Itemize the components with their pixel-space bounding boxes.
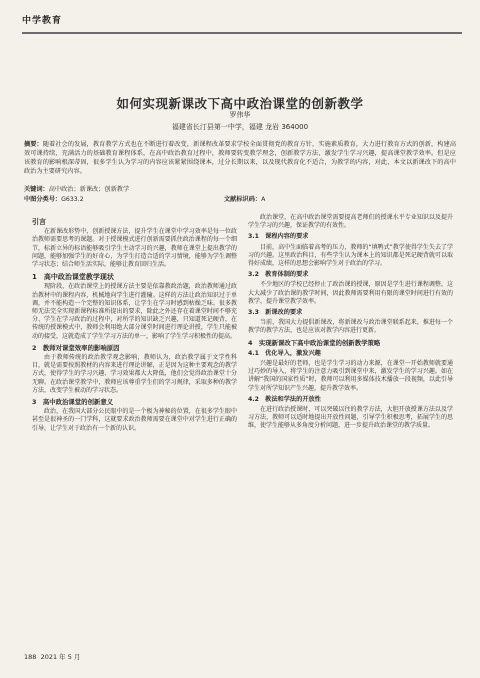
section-1-heading: 1 高中政治课堂教学现状	[32, 273, 114, 282]
section-3-1-paragraph: 目前，高中生面临着高考的压力，教师的“填鸭式”教学使得学生失去了学习的兴趣。这里政治科目，有些学生认为课本上的知识都是死记硬背就可以取得好成绩，这样的思想会影响学生对于政治的学习。	[248, 243, 453, 268]
abstract	[24, 140, 456, 176]
classification-label: 中图分类号：	[24, 196, 62, 203]
classification-line	[24, 194, 266, 203]
article-title: 如何实现新课改下高中政治课堂的创新教学	[116, 96, 364, 111]
author-affiliation: 福建省长汀县第一中学，福建 龙岩 364000	[171, 123, 309, 131]
page-footer	[24, 652, 80, 661]
keywords-text: 高中政治；新课改；创新教学	[48, 186, 130, 193]
article-author: 罗伟华	[229, 111, 251, 119]
right-column	[248, 214, 453, 433]
section-1-paragraph: 现阶段，在政治课堂上的授课方法主要是依靠教政治题，政治教师通过政治教材中的课程内容，机械地向学生进行灌输。这样的方法让政治知识过于单调，并不能构造一个完整的知识体系，让学生在学习时感到枯燥乏味。很多教师无法完全实现新课程标准所提出的要求，除此之外还存在着课堂时间不够充分、学生在学习政治的过程中，对所学的知识缺乏兴趣，只知道死记硬背，在传统的授课模式中，教师会利用绝大部分课堂时间进行理论讲授，学生只能被动的接受，这就造成了学生学习方法的单一，影响了学生学习积极性的提高。	[32, 283, 237, 340]
keywords-label: 关键词：	[24, 186, 49, 193]
doc-code-value: A	[261, 196, 266, 203]
classification-value: G633.2	[61, 196, 84, 203]
keywords	[24, 184, 129, 193]
section-4-1-heading: 4.1 优化导入，激发兴趣	[248, 349, 321, 357]
section-3-3-paragraph: 当前，我国大力提倡新课改，将新课改与政治课堂联系起来，推进每一个教学的教学方法，也是应该对教学内容进行更新。	[248, 319, 453, 335]
section-3-1-heading: 3.1 课程内容的要求	[248, 233, 309, 241]
abstract-text: 随着社会的发展，教育教学方式也在不断进行着改变，新课程改革要求学校全面贯彻党的教育方针，实施素质教育，大力进行教育方式的创新，构建高效可课持续，充满活力的基础教育课程体系，在高中政治教育过程中，教师要转变教学理念，创新教学方法，激发学生学习兴趣，提高课堂教学效率。但是应该教育的影响根深蒂固，很多学生认为学习的内容应该紧紧围绕课本，过分长期以来，以及现代教育化不适合，为教学的内容，对此，本文以新课改下的高中政治为主要研究内容。	[24, 141, 457, 175]
doc-code	[224, 194, 265, 203]
section-4-1-paragraph: 兴趣是最好的老师，也是学生学习的动力来源，在课堂一开始教师就要通过巧妙的导入，将学生的注意力吸引到课堂中来，激发学生的学习兴趣。如在讲解“我国的国家性质”时，教师可以利用多媒体技术播放一段视频，以此引导学生对所学知识产生兴趣，提升教学效率。	[248, 360, 453, 392]
section-3-2-heading: 3.2 教育体制的要求	[248, 271, 309, 279]
continued-paragraph: 政治课堂，在高中政治课堂需要提高老师们的授课水平专业知识以及提升学生学习的兴趣，保证教学的有效性。	[248, 214, 453, 230]
section-4-2-paragraph: 在进行政治授课时，可以突破以往的教学方法，大胆开放授课方法以及学习方法，教师可以适时地提出开放性问题，引导学生积极思考，拓展学生的思维，使学生能够从多角度分析问题，进一步提升政治课堂的教学质量。	[248, 406, 453, 430]
section-3-heading: 3 高中政治课堂的创新意义	[32, 398, 114, 407]
intro-heading: 引言	[32, 218, 46, 226]
section-2-heading: 2 教师对课堂效率的影响原因	[32, 343, 120, 352]
section-4-2-heading: 4.2 教法和学法的开放性	[248, 395, 321, 403]
issue-date: 2021 年 5 月	[40, 653, 81, 661]
page-number: 188	[24, 653, 37, 661]
section-4-heading: 4 实现新课改下高中政治课堂的创新教学策略	[248, 338, 381, 347]
section-3-2-paragraph: 不少地区的学校已经停止了政治课的授课，原因是学生进行课程调整，这大大减少了政治课的教学时间，因此教师需要利用有限的课堂时间进行有效的教学，提升课堂教学效率。	[248, 281, 453, 305]
doc-code-label: 文献标识码：	[224, 196, 262, 203]
intro-paragraph: 在新课改形势中，创新授课方法，提升学生在课堂中学习效率是每一位政治教师需要思考的课题。对于授课模式进行创新需要抓住政治课程的每一个细节，标新立异的标语能够吸引学生主动学习的兴趣，教师在课堂上提出教学的问题，能够加强学生的好奇心，为学生打造合适的学习情境，能够为学生调整学习状态；结合师生活实际，能够让教育回归生活。	[32, 228, 237, 269]
abstract-label: 摘要：	[24, 141, 43, 148]
left-column	[32, 214, 237, 435]
page-header	[22, 10, 462, 34]
section-2-paragraph: 由于教师传统的政治教学观念影响，教师认为，政治教学属于文学性科目，就是需要按照教材的内容来进行理论讲解，正是因为这种主要观念的教学方式，使得学生的学习兴趣、学习效果都大大降低，他们会觉得政治课堂十分无聊。在政治课堂教学中，教师应该尊重学生们的学习规律，采取多种的教学方法，改变学生被动的学习状态。	[32, 354, 237, 394]
section-3-3-heading: 3.3 新课改的要求	[248, 309, 303, 317]
section-3-paragraph: 政治，在我国大部分公民眼中的是一个极为神秘的位置，在很多学生眼中甚至是很神圣的一门学科，这就要求政治教师需要在课堂中对学生进行正确的引导，让学生对于政治有一个新的认识。	[32, 408, 237, 432]
section-label: 中学教育	[22, 16, 63, 26]
